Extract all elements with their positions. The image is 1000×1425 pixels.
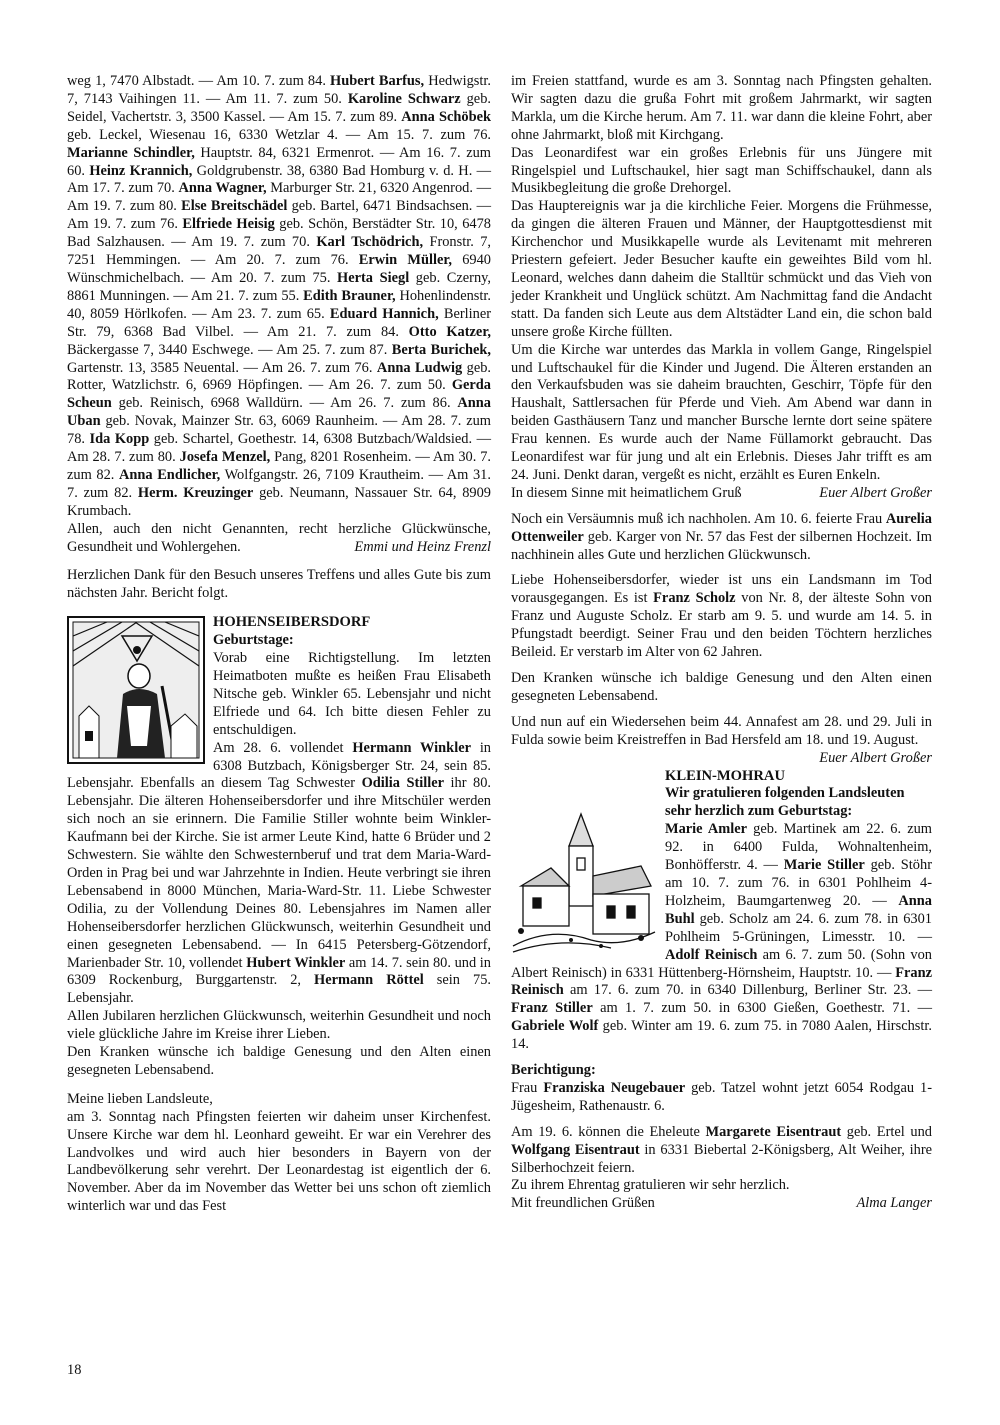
person-name: Wolfgang Eisentraut (511, 1141, 640, 1158)
person-name: Marie Amler (665, 821, 748, 838)
sick-wishes-paragraph: Den Kranken wünsche ich baldige Genesung und den Alten einen gesegneten Lebensabend. (67, 1044, 491, 1078)
klein-mohrau-section (511, 768, 932, 1214)
person-name: Odilia Stiller (361, 775, 445, 792)
person-name: Anna Wagner, (178, 180, 267, 197)
silver-wedding-paragraph: Noch ein Versäumnis muß ich nachholen. Am 10. 6. feierte Frau Aurelia Ottenweiler geb. Karger von Nr. 57 das Fest der silbernen Hochzeit. Im nachhinein alles Gute und herzlichen Glückwunsch. (511, 510, 932, 563)
greeting-grosser: In diesem Sinne mit heimatlichem Gruß Euer Albert Großer (511, 484, 932, 501)
right-column (511, 73, 932, 1213)
greeting-paragraph: Allen, auch den nicht Genannten, recht herzliche Glückwünsche, Gesundheit und Wohlergehen. Emmi und Heinz Frenzl (67, 520, 491, 555)
person-name: Franz Scholz (653, 590, 736, 607)
section-title-klein-mohrau: KLEIN-MOHRAU (665, 767, 785, 784)
salutation: Meine lieben Landsleute, (67, 1090, 213, 1107)
person-name: Edith Brauner, (303, 287, 396, 304)
annafest-paragraph: Und nun auf ein Wiedersehen beim 44. Annafest am 28. und 29. Juli in Fulda sowie beim Kreistreffen in Bad Hersfeld am 18. und 19. August. Euer Albert Großer (511, 713, 932, 766)
person-name: Hubert Winkler (246, 954, 346, 971)
person-name: Heinz Krannich, (89, 162, 193, 179)
person-name: Anna Ludwig (376, 359, 463, 376)
church-illustration (511, 806, 657, 954)
person-name: Margarete Eisentraut (705, 1123, 842, 1140)
person-name: Herm. Kreuzinger (137, 484, 254, 501)
person-name: Anna Schöbek (401, 108, 491, 125)
closing-greeting: Mit freundlichen Grüßen Alma Langer (511, 1195, 932, 1212)
eisentraut-paragraph: Am 19. 6. können die Eheleute Margarete Eisentraut geb. Ertel und Wolfgang Eisentraut in 6331 Biebertal 2-Königsberg, Alt Weiher, ihre Silberhochzeit feiern. (511, 1123, 933, 1176)
correction-neugebauer: Frau Franziska Neugebauer geb. Tatzel wohnt jetzt 6054 Rodgau 1-Jügesheim, Rathenaustr. 6. (511, 1079, 932, 1114)
person-name: Else Breitschädel (181, 198, 288, 215)
winkler-paragraph: Am 28. 6. vollendet Hermann Winkler in 6308 Butzbach, Königsberger Str. 24, sein 85. Lebensjahr. Ebenfalls an diesem Tag Schwester Odilia Stiller ihr 80. Lebensjahr. Die älteren Hohenseibersdorfer und ihre Mitschüler werden sich noch an sie erinnern. Die Familie Stiller wohnte beim Winkler-Kaufmann bei der Kirche. Sie ist armer Leute Kind, hatte 6 Brüder und 2 Schwestern. Sie wählte den Schwesternberuf und trat dem Maria-Ward-Orden in Prag bei und war Jahrzehnte in Indien. Heute verbringt sie ihren Lebensabend in 8000 München, Maria-Ward-Str. 11. Liebe Schwester Odilia, zu der Vollendung Deines 80. Lebensjahres im Namen aller Hohenseibersdorfer herzlichen Glückwunsch, weiterhin Gesundheit und einen gesegneten Lebensabend. — In 6415 Petersberg-Götzendorf, Marienbader Str. 10, vollendet Hubert Winkler am 14. 7. sein 80. und in 6309 Rockenburg, Burggartenstr. 2, Hermann Röttel sein 75. Lebensjahr. (67, 739, 492, 1007)
subheading-gratulieren: Wir gratulieren folgenden Landsleuten sehr herzlich zum Geburtstag: (665, 785, 905, 820)
fohrt-paragraph: im Freien stattfand, wurde es am 3. Sonntag nach Pfingsten gehalten. Wir sagten dazu die grußa Fohrt mit großem Jahrmarkt, wir sagten Markla, um die Kirche herum. Am 7. 11. war dann die kleine Fohrt, aber ohne Jahrmarkt, bloß mit Kirchgang. (511, 73, 932, 143)
leonardifest-paragraph: Das Leonardifest war ein großes Erlebnis für uns Jüngere mit Ringelspiel und Luftschaukel, hier sagt man Schiffschaukel, dann als Musikbegleitung die große Drehorgel. (511, 144, 932, 197)
page-number: 18 (67, 1362, 82, 1378)
person-name: Karoline Schwarz (347, 90, 461, 107)
person-name: Hermann Winkler (352, 739, 471, 756)
person-name: Herta Siegl (337, 269, 410, 286)
markla-paragraph: Um die Kirche war unterdes das Markla in vollem Gange, Ringelspiel und Luftschaukel für die Kinder und Jugend. Die Älteren erstanden an den Verkaufsbuden was sie daheim brauchten, Geschirr, Töpfe für den Haushalt, Sattlersachen für Pferde und Vieh. Am Abend war dann in beiden Gasthäusern Tanz und mancher Bursche lernte dort seine spätere Frau kennen. Es wurde auch der Name Füllamorkt gebraucht. Das Leonardifest war für jung und alt ein Erlebnis. Dieses Jahr trifft es am 24. Juni. Denkt daran, vergeßt es nicht, erzählt es Euren Enkeln. (511, 341, 932, 483)
obituary-paragraph: Liebe Hohenseibersdorfer, wieder ist uns ein Landsmann im Tod vorausgegangen. Es ist Franz Scholz von Nr. 8, der älteste Sohn von Franz und Auguste Scholz. Er starb am 9. 5. und wurde am 14. 5. in Pfungstadt beerdigt. Seiner Frau und den beiden Töchtern herzliches Beileid. Er verstarb im Alter von 62 Jahren. (511, 572, 932, 661)
person-name: Eduard Hannich, (329, 305, 439, 322)
birthday-list-paragraph: weg 1, 7470 Albstadt. — Am 10. 7. zum 84. Hubert Barfus, Hedwigstr. 7, 7143 Vaihingen 11. — Am 11. 7. zum 50. Karoline Schwarz geb. Seidel, Vachertstr. 3, 3500 Kassel. — Am 15. 7. zum 89. Anna Schöbek geb. Leckel, Wiesenau 16, 6330 Wetzlar 4. — Am 15. 7. zum 76. Marianne Schindler, Hauptstr. 84, 6321 Ermenrot. — Am 16. 7. zum 60. Heinz Krannich, Goldgrubenstr. 38, 6380 Bad Homburg v. d. H. — Am 17. 7. zum 70. Anna Wagner, Marburger Str. 21, 6320 Angenrod. — Am 19. 7. zum 80. Else Breitschädel geb. Bartel, 6471 Bindsachsen. — Am 19. 7. zum 76. Elfriede Heisig geb. Schön, Berstädter Str. 10, 6478 Bad Salzhausen. — Am 19. 7. zum 70. Karl Tschödrich, Fronstr. 7, 7251 Hemmingen. — Am 20. 7. zum 76. Erwin Müller, 6940 Wünschmichelbach. — Am 20. 7. zum 75. Herta Siegl geb. Czerny, 8861 Munningen. — Am 21. 7. zum 55. Edith Brauner, Hohenlindenstr. 40, 8059 Hörlkofen. — Am 23. 7. zum 65. Eduard Hannich, Berliner Str. 79, 6368 Bad Vilbel. — Am 21. 7. zum 84. Otto Katzer, Bäckergasse 7, 3440 Eschwege. — Am 25. 7. zum 87. Berta Burichek, Gartenstr. 13, 3585 Neuental. — Am 26. 7. zum 76. Anna Ludwig geb. Rotter, Watzlichstr. 6, 6969 Höpfingen. — Am 26. 7. zum 50. Gerda Scheun geb. Reinisch, 6968 Walldürn. — Am 26. 7. zum 86. Anna Uban geb. Novak, Mainzer Str. 63, 6069 Raunheim. — Am 28. 7. zum 78. Ida Kopp geb. Schartel, Goethestr. 14, 6308 Butzbach/Waldsied. — Am 28. 7. zum 80. Josefa Menzel, Pang, 8201 Rosenheim. — Am 30. 7. zum 82. Anna Endlicher, Wolfgangstr. 26, 7109 Krautheim. — Am 31. 7. zum 82. Herm. Kreuzinger geb. Neumann, Nassauer Str. 64, 8909 Krumbach. (67, 73, 492, 519)
hohenseibersdorf-section (67, 614, 491, 1216)
person-name: Josefa Menzel, (179, 449, 271, 466)
signature-grosser-2: Euer Albert Großer (819, 749, 932, 766)
thanks-paragraph: Herzlichen Dank für den Besuch unseres Treffens und alles Gute bis zum nächsten Jahr. Bericht folgt. (67, 567, 491, 602)
subheading-berichtigung: Berichtigung: (511, 1062, 596, 1079)
person-name: Otto Katzer, (408, 323, 491, 340)
woodcut-saint-icon (67, 616, 205, 764)
signature-langer: Alma Langer (856, 1195, 932, 1212)
person-name: Hubert Barfus, (330, 73, 425, 89)
person-name: Elfriede Heisig (182, 216, 275, 233)
kirchenfest-paragraph: am 3. Sonntag nach Pfingsten feierten wir daheim unser Kirchenfest. Unsere Kirche war dem hl. Leonhard geweiht. Er war ein Verehrer des Landvolkes und wird auch hier besonders in Bayern von der Landbevölkerung sehr verehrt. Der Leonardestag ist eigentlich der 6. November. Aber da im November das Wetter bei uns schon oft ziemlich winterlich war und das Fest (67, 1108, 491, 1215)
person-name: Anna Buhl (665, 892, 932, 927)
subheading-geburtstage: Geburtstage: (213, 632, 294, 649)
person-name: Adolf Reinisch (665, 946, 758, 963)
correction-paragraph: Vorab eine Richtigstellung. Im letzten Heimatboten mußte es heißen Frau Elisabeth Nitsche geb. Winkler 65. Lebensjahr und nicht Elfriede und 64. Ich bitte diesen Fehler zu entschuldigen. (213, 650, 491, 738)
woodcut-illustration (67, 616, 205, 764)
person-name: Ida Kopp (89, 431, 150, 448)
person-name: Gabriele Wolf (511, 1018, 599, 1035)
sick-wishes-paragraph-2: Den Kranken wünsche ich baldige Genesung und den Alten einen gesegneten Lebensabend. (511, 670, 932, 704)
person-name: Gerda Scheun (67, 377, 491, 412)
person-name: Anna Endlicher, (119, 466, 221, 483)
church-sketch-icon (511, 806, 657, 954)
person-name: Anna Uban (67, 395, 491, 430)
section-title-hohenseibersdorf: HOHENSEIBERSDORF (213, 614, 371, 631)
person-name: Franz Reinisch (511, 964, 932, 999)
left-column (67, 73, 491, 1216)
person-name: Franziska Neugebauer (543, 1079, 686, 1096)
person-name: Karl Tschödrich, (316, 234, 424, 251)
congratulations-line: Zu ihrem Ehrentag gratulieren wir sehr herzlich. (511, 1177, 790, 1194)
jubilee-wishes-paragraph: Allen Jubilaren herzlichen Glückwunsch, weiterhin Gesundheit und noch viele glückliche Jahre im Kreise ihrer Lieben. (67, 1008, 491, 1043)
person-name: Marianne Schindler, (67, 144, 195, 161)
person-name: Marie Stiller (783, 857, 865, 874)
person-name: Berta Burichek, (391, 341, 491, 358)
person-name: Aurelia Ottenweiler (511, 510, 932, 545)
hauptereignis-paragraph: Das Hauptereignis war ja die kirchliche Feier. Morgens die Frühmesse, da gingen die älteren Frauen und Männer, der Hauptgottesdienst mit Kirchenchor und Musikkapelle wurde als Levitenamt mit mehreren Priestern gefeiert. Jeder Besucher kaufte ein geweihtes Bild vom hl. Leonard, welches dann daheim die Stalltür schmückt und das Vieh von jeder Krankheit und Unglück schützt. Am Nachmittag fand die Andacht statt. Da fanden sich Leute aus dem Altstädter Land ein, die schon bald unsere große Kirche füllten. (511, 198, 932, 340)
klein-mohrau-birthdays: Marie Amler geb. Martinek am 22. 6. zum 92. in 6400 Fulda, Wohnaltenheim, Bonhöfferstr. 4. — Marie Stiller geb. Stöhr am 10. 7. zum 76. in 6301 Pohlheim 4-Holzheim, Baumgartenweg 20. — Anna Buhl geb. Scholz am 24. 6. zum 78. in 6301 Pohlheim 5-Grüningen, Limesstr. 10. — Adolf Reinisch am 6. 7. zum 50. (Sohn von Albert Reinisch) in 6331 Hüttenberg-Hörnsheim, Hauptstr. 10. — Franz Reinisch am 17. 6. zum 70. in 6340 Dillenburg, Berliner Str. 23. — Franz Stiller am 1. 7. zum 50. in 6300 Gießen, Goethestr. 71. — Gabriele Wolf geb. Winter am 19. 6. zum 75. in 7080 Aalen, Hirschstr. 14. (511, 821, 933, 1053)
signature-grosser-1: Euer Albert Großer (819, 484, 932, 501)
person-name: Franz Stiller (511, 1000, 593, 1017)
signature-frenzl: Emmi und Heinz Frenzl (354, 538, 491, 555)
person-name: Erwin Müller, (358, 252, 453, 269)
person-name: Hermann Röttel (314, 972, 424, 989)
